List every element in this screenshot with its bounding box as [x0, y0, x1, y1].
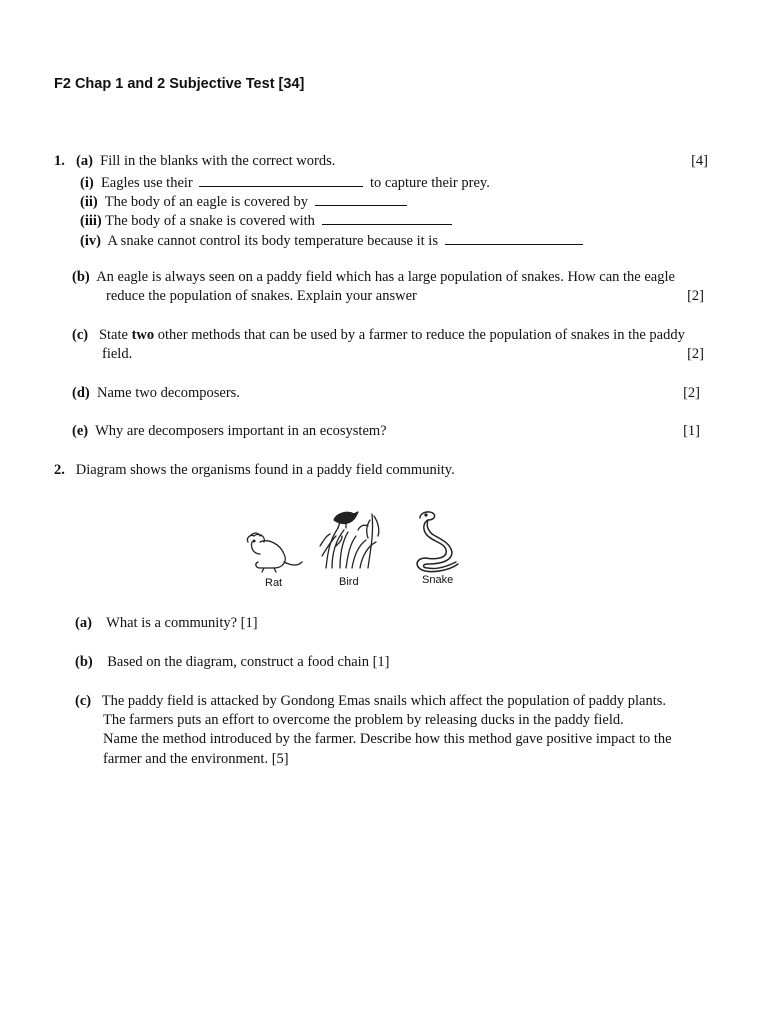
part-label: (b) — [72, 269, 90, 285]
bird-label: Bird — [339, 576, 359, 588]
q1a-item-ii — [80, 191, 410, 212]
q1c-line1 — [72, 326, 685, 345]
q2c-line1 — [75, 692, 666, 711]
answer-blank[interactable] — [315, 191, 407, 206]
item-text: Eagles use their — [100, 175, 193, 191]
q1e-text: Why are decomposers important in an ecosystem? — [95, 423, 387, 439]
part-label: (b) — [75, 654, 93, 670]
item-label: (iv) — [80, 233, 101, 249]
part-label: (d) — [72, 385, 90, 401]
question-1 — [54, 152, 65, 171]
q1d — [72, 384, 240, 403]
q2c-line4: farmer and the environment. [5] — [103, 751, 289, 767]
question-number: 1. — [54, 153, 65, 169]
question-2 — [54, 461, 455, 480]
q2c-line3: Name the method introduced by the farmer. Describe how this method gave positive impact to the — [103, 731, 672, 747]
q1a-prompt — [76, 152, 335, 171]
q1b-line1 — [72, 268, 675, 287]
q2c-line2: The farmers puts an effort to overcome the problem by releasing ducks in the paddy field. — [103, 712, 624, 728]
answer-blank[interactable] — [322, 210, 452, 225]
q2a-text: What is a community? [1] — [106, 615, 258, 631]
q1c-marks: [2] — [687, 346, 704, 362]
q2a — [75, 614, 258, 633]
q2-text: Diagram shows the organisms found in a paddy field community. — [75, 462, 455, 478]
q1a-item-i — [80, 172, 490, 193]
question-number: 2. — [54, 462, 65, 478]
q1a-item-iv — [80, 230, 586, 251]
q1d-marks: [2] — [683, 385, 700, 401]
q1c-text-bold: two — [131, 327, 155, 343]
item-label: (ii) — [80, 194, 98, 210]
q1a-item-iii — [80, 210, 455, 231]
item-text: The body of an eagle is covered by — [104, 194, 309, 210]
rat-icon — [244, 528, 304, 578]
q1c-text-pre: State — [98, 327, 128, 343]
part-label: (c) — [72, 327, 89, 343]
item-text: A snake cannot control its body temperature because it is — [107, 233, 438, 249]
item-text: The body of a snake is covered with — [105, 213, 315, 229]
part-label: (e) — [72, 423, 89, 439]
snake-icon — [406, 508, 462, 578]
q1a-text: Fill in the blanks with the correct words. — [100, 153, 336, 169]
answer-blank[interactable] — [445, 230, 583, 245]
bird-on-paddy-icon — [316, 506, 388, 574]
q1b-text: An eagle is always seen on a paddy field which has a large population of snakes. How can the eagle — [96, 269, 675, 285]
snake-label: Snake — [422, 574, 454, 586]
q2c-text: The paddy field is attacked by Gondong Emas snails which affect the population of paddy plants. — [101, 693, 667, 709]
q1a-marks: [4] — [691, 153, 708, 169]
answer-blank[interactable] — [199, 172, 363, 187]
part-label: (c) — [75, 693, 92, 709]
q1c-text-post: other methods that can be used by a farmer to reduce the population of snakes in the paddy — [157, 327, 685, 343]
q1d-text: Name two decomposers. — [96, 385, 240, 401]
item-text-after: to capture their prey. — [370, 175, 490, 191]
rat-label: Rat — [265, 577, 283, 589]
q1b-marks: [2] — [687, 288, 704, 304]
q2b — [75, 653, 390, 672]
q1b-line2: reduce the population of snakes. Explain your answer — [106, 288, 417, 304]
item-label: (iii) — [80, 213, 102, 229]
q1e-marks: [1] — [683, 423, 700, 439]
item-label: (i) — [80, 175, 94, 191]
q1c-line2: field. — [102, 346, 133, 362]
page-title: F2 Chap 1 and 2 Subjective Test [34] — [54, 76, 305, 92]
part-label: (a) — [75, 615, 92, 631]
part-label: (a) — [76, 153, 93, 169]
q2b-text: Based on the diagram, construct a food chain [1] — [107, 654, 390, 670]
q1e — [72, 422, 387, 441]
